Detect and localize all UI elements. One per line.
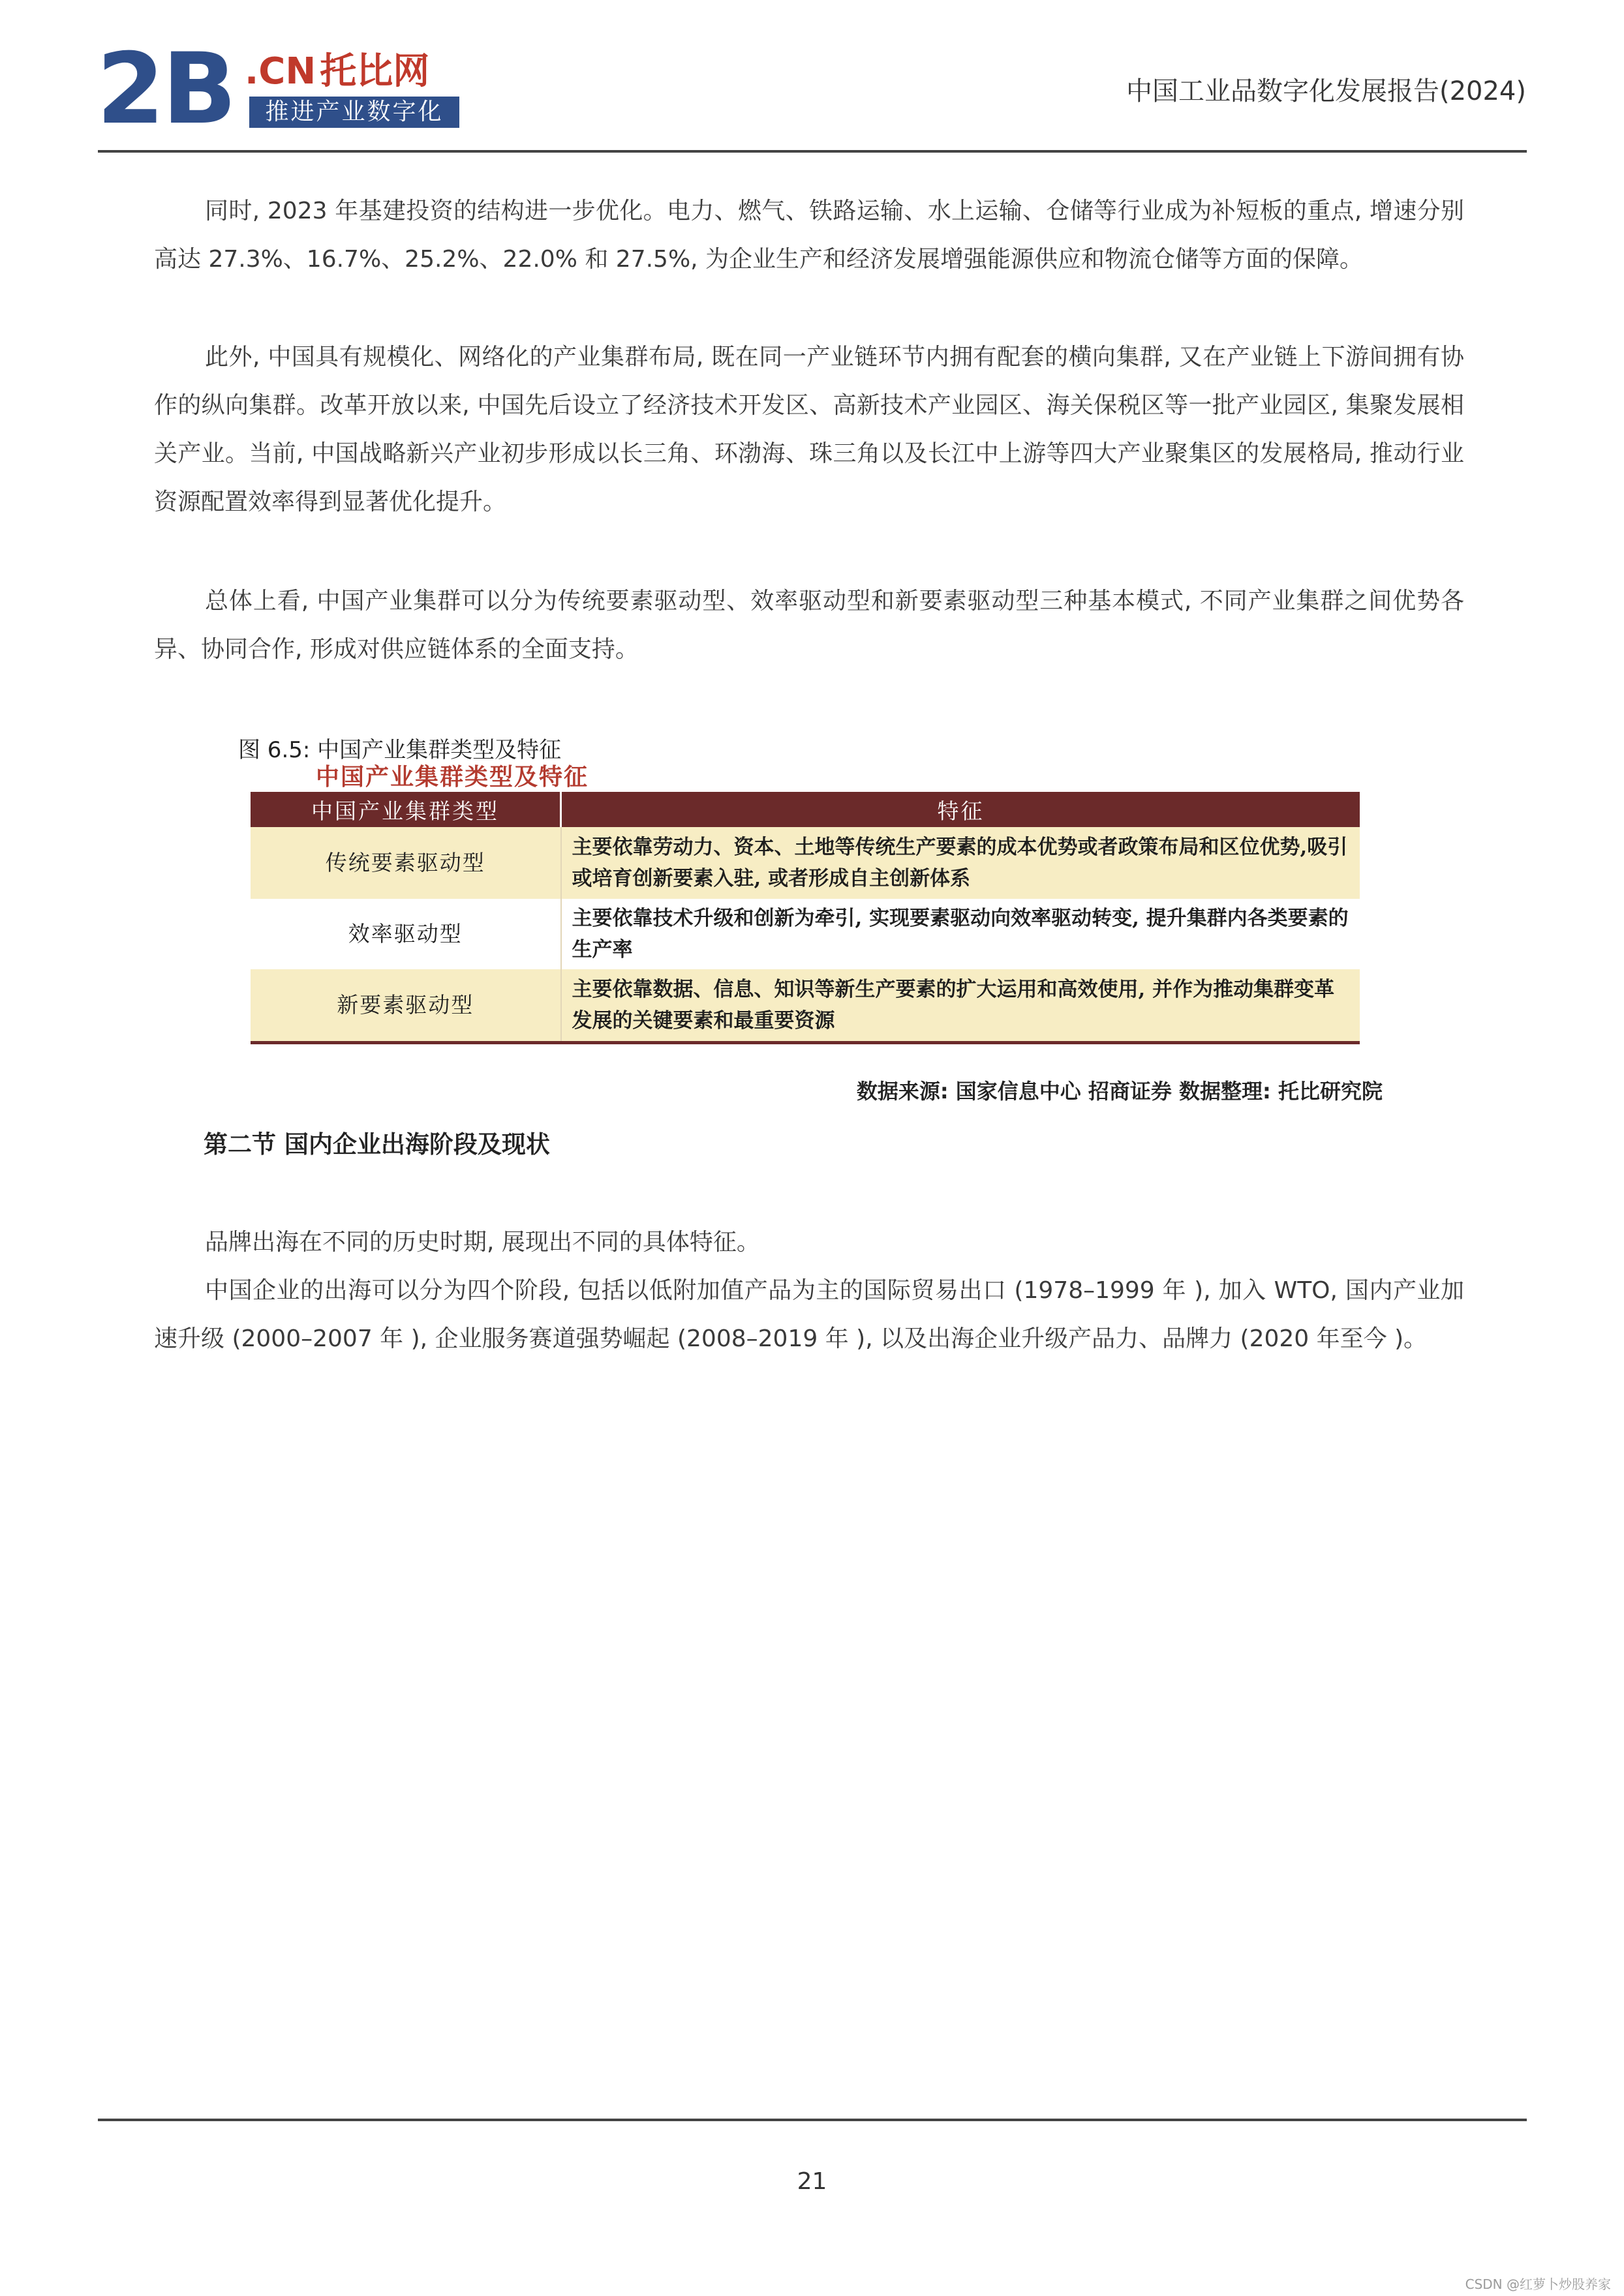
logo-slogan: 推进产业数字化 xyxy=(249,97,459,128)
figure-caption: 图 6.5: 中国产业集群类型及特征 xyxy=(238,737,562,763)
logo-chinese-name: 托比网 xyxy=(320,50,430,93)
logo-dot: . xyxy=(245,50,259,93)
logo-cn: CN xyxy=(258,50,316,93)
table-header-row xyxy=(251,792,1360,827)
report-title: 中国工业品数字化发展报告(2024) xyxy=(1126,76,1526,106)
cluster-table xyxy=(251,792,1360,1044)
figure-inner-title: 中国产业集群类型及特征 xyxy=(316,763,589,791)
paragraph-infrastructure: 同时, 2023 年基建投资的结构进一步优化。电力、燃气、铁路运输、水上运输、仓储等行业成为补短板的重点, 增速分别高达 27.3%、16.7%、25.2%、22.0% 和 27.5%, 为企业生产和经济发展增强能源供应和物流仓储等方面的保障。 xyxy=(154,198,1464,273)
paragraph-brand-overseas: 品牌出海在不同的历史时期, 展现出不同的具体特征。 xyxy=(205,1229,760,1256)
logo-site-name xyxy=(245,51,429,93)
column-header-feature: 特征 xyxy=(561,792,1360,827)
cluster-feature-cell: 主要依靠数据、信息、知识等新生产要素的扩大运用和高效使用, 并作为推动集群变革发展的关键要素和最重要资源 xyxy=(561,969,1360,1043)
footer-rule xyxy=(98,2119,1527,2121)
cluster-feature-cell: 主要依靠劳动力、资本、土地等传统生产要素的成本优势或者政策布局和区位优势,吸引或培育创新要素入驻, 或者形成自主创新体系 xyxy=(561,827,1360,899)
figure-source: 数据来源: 国家信息中心 招商证券 数据整理: 托比研究院 xyxy=(856,1079,1383,1104)
cluster-feature-cell: 主要依靠技术升级和创新为牵引, 实现要素驱动向效率驱动转变, 提升集群内各类要素的生产率 xyxy=(561,899,1360,969)
logo-2b: 2B xyxy=(97,33,234,146)
column-header-type: 中国产业集群类型 xyxy=(251,792,561,827)
section-heading: 第二节 国内企业出海阶段及现状 xyxy=(204,1130,550,1158)
paragraph-industry-clusters: 此外, 中国具有规模化、网络化的产业集群布局, 既在同一产业链环节内拥有配套的横向集群, 又在产业链上下游间拥有协作的纵向集群。改革开放以来, 中国先后设立了经济技术开发区、高新技术产业园区、海关保税区等一批产业园区, 集聚发展相关产业。当前, 中国战略新兴产业初步形成以长三角、环渤海、珠三角以及长江中上游等四大产业聚集区的发展格局, 推动行业资源配置效率得到显著优化提升。 xyxy=(154,344,1464,515)
table-row xyxy=(251,827,1360,899)
watermark: CSDN @红萝卜炒股养家 xyxy=(1465,2276,1611,2292)
paragraph-overseas-stages: 中国企业的出海可以分为四个阶段, 包括以低附加值产品为主的国际贸易出口 (1978–1999 年 ), 加入 WTO, 国内产业加速升级 (2000–2007 年 ), 企业服务赛道强势崛起 (2008–2019 年 ), 以及出海企业升级产品力、品牌力 (2020 年至今 )。 xyxy=(154,1277,1464,1352)
cluster-type-cell: 传统要素驱动型 xyxy=(251,827,561,899)
paragraph-cluster-modes: 总体上看, 中国产业集群可以分为传统要素驱动型、效率驱动型和新要素驱动型三种基本模式, 不同产业集群之间优势各异、协同合作, 形成对供应链体系的全面支持。 xyxy=(154,588,1464,663)
cluster-type-cell: 效率驱动型 xyxy=(251,899,561,969)
page-number: 21 xyxy=(797,2168,827,2195)
header-rule xyxy=(98,150,1527,153)
cluster-type-cell: 新要素驱动型 xyxy=(251,969,561,1043)
table-row xyxy=(251,899,1360,969)
table-row xyxy=(251,969,1360,1043)
